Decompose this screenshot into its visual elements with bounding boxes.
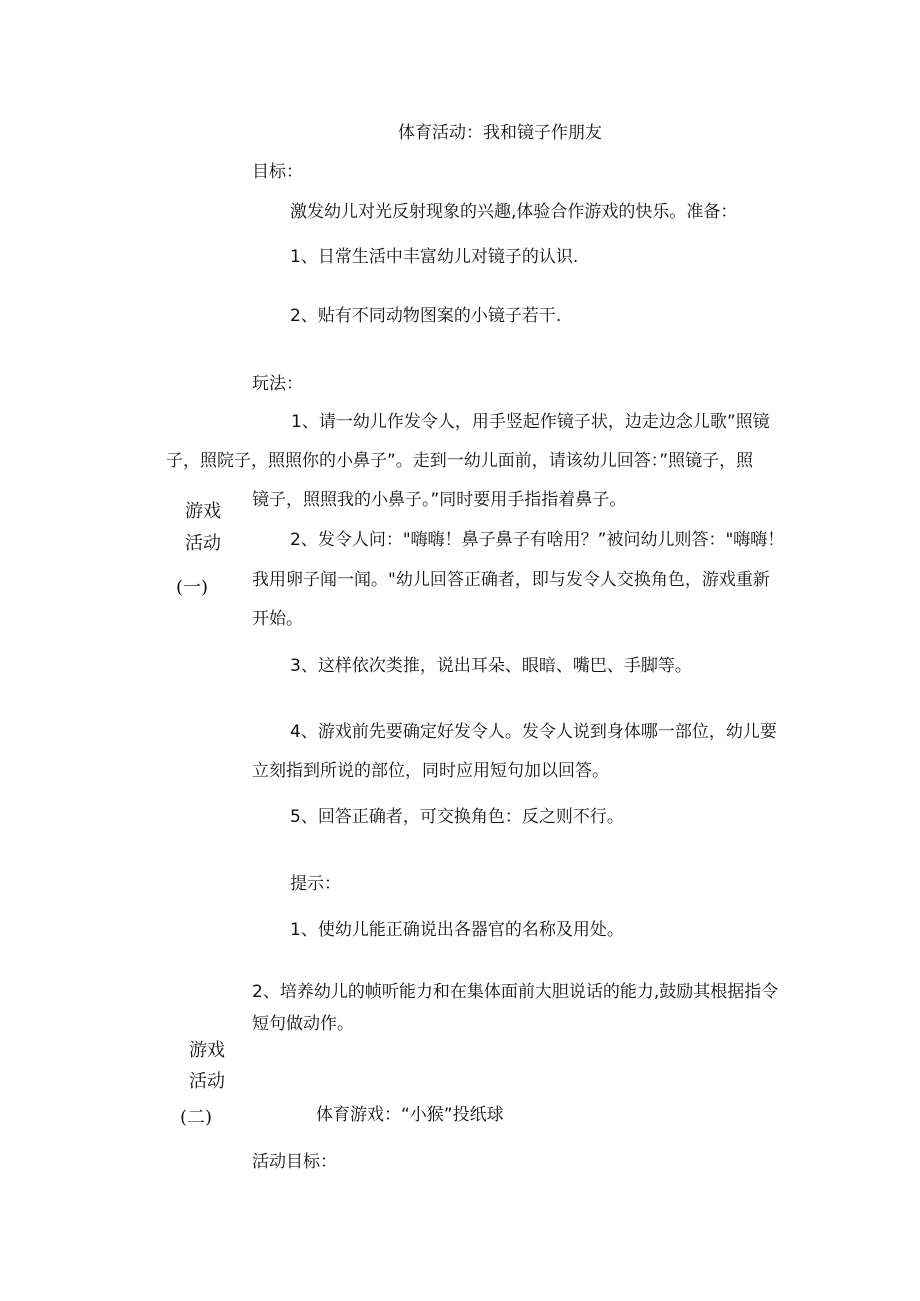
side-label-second-line-1: 游戏 [189, 1040, 225, 1061]
side-label-second-line-3: (二) [180, 1107, 213, 1128]
play-item-2-line-3: 开始。 [252, 609, 303, 629]
play-label: 玩法： [252, 374, 303, 394]
play-item-2-line-1: 2、发令人问："嗨嗨！鼻子鼻子有啥用？”被问幼儿则答："嗨嗨！ [290, 530, 785, 550]
play-item-4-line-2: 立刻指到所说的部位，同时应用短句加以回答。 [252, 761, 609, 781]
activity-goal-label: 活动目标： [252, 1152, 337, 1172]
play-item-1-line-2: 子，照院子，照照你的小鼻子”。走到一幼儿面前，请该幼儿回答：”照镜子，照 [166, 451, 754, 471]
play-item-1-line-3: 镜子，照照我的小鼻子。”同时要用手指指着鼻子。 [252, 490, 627, 510]
play-item-1-line-1: 1、请一幼儿作发令人，用手竖起作镜子状，边走边念儿歌”照镜 [291, 412, 770, 432]
play-item-3: 3、这样依次类推，说出耳朵、眼暗、嘴巴、手脚等。 [290, 656, 692, 676]
tip-item-1: 1、使幼儿能正确说出各器官的名称及用处。 [290, 920, 624, 940]
tip-item-2-line-2: 短句做动作。 [252, 1014, 354, 1034]
prep-item-2: 2、贴有不同动物图案的小镜子若干. [290, 306, 562, 326]
prep-item-1: 1、日常生活中丰富幼儿对镜子的认识. [290, 247, 579, 267]
play-item-4-line-1: 4、游戏前先要确定好发令人。发令人说到身体哪一部位，幼儿要 [290, 722, 777, 742]
side-label-first-line-1: 游戏 [185, 501, 221, 522]
tip-item-2-line-1: 2、培养幼儿的帧听能力和在集体面前大胆说话的能力,鼓励其根据指令 [252, 982, 779, 1002]
side-label-first-line-3: (一) [176, 577, 209, 598]
tip-label: 提示： [290, 874, 341, 894]
goal-text: 激发幼儿对光反射现象的兴趣,体验合作游戏的快乐。准备： [290, 202, 738, 222]
side-label-first-line-2: 活动 [185, 533, 221, 554]
second-title: 体育游戏：“小猴”投纸球 [316, 1105, 504, 1125]
goal-label: 目标： [252, 162, 303, 182]
play-item-2-line-2: 我用卵子闻一闻。"幼儿回答正确者，即与发令人交换角色，游戏重新 [252, 570, 770, 590]
document-title: 体育活动：我和镜子作朋友 [398, 123, 602, 143]
side-label-second-line-2: 活动 [189, 1071, 225, 1092]
play-item-5: 5、回答正确者，可交换角色：反之则不行。 [290, 807, 624, 827]
